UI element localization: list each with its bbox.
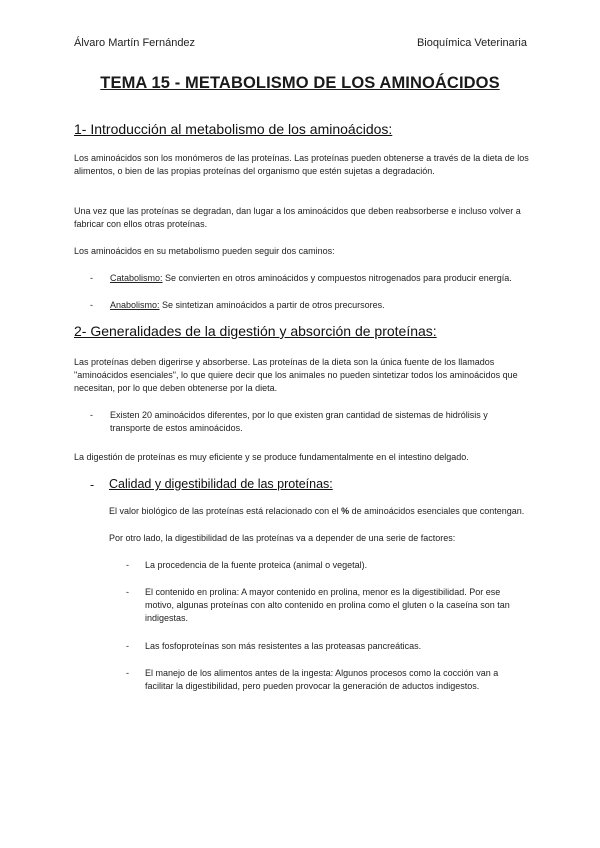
bullet-dash: - <box>126 668 129 678</box>
subsection-paragraph-2: Por otro lado, la digestibilidad de las proteínas va a depender de una serie de factores: <box>109 533 456 543</box>
list-item-catabolismo <box>110 272 528 285</box>
term-catabolismo: Catabolismo: <box>110 273 163 283</box>
section2-paragraph-2: La digestión de proteínas es muy eficiente y se produce fundamentalmente en el intestino delgado. <box>74 452 469 462</box>
factor-item: Las fosfoproteínas son más resistentes a las proteasas pancreáticas. <box>145 641 422 651</box>
section1-paragraph-3: Los aminoácidos en su metabolismo pueden seguir dos caminos: <box>74 246 335 256</box>
bullet-dash: - <box>90 300 93 310</box>
text-aminoacidos-esenciales: de aminoácidos esenciales que contengan. <box>349 506 525 516</box>
subsection-paragraph-1 <box>109 505 529 518</box>
factor-item: El contenido en prolina: A mayor contenido en prolina, menor es la digestibilidad. Por ese motivo, algunas proteínas con alto contenido en prolina como el gluten o la caseína son tan indigestas. <box>145 587 510 624</box>
bullet-dash: - <box>126 641 129 651</box>
header-author: Álvaro Martín Fernández <box>74 37 196 49</box>
bullet-dash: - <box>126 560 129 570</box>
text-valor-biologico: El valor biológico de las proteínas está relacionado con el <box>109 506 342 516</box>
list-item-20-aminoacidos: Existen 20 aminoácidos diferentes, por lo que existen gran cantidad de sistemas de hidrólisis y transporte de estos aminoácidos. <box>110 410 488 434</box>
section2-paragraph-1: Las proteínas deben digerirse y absorberse. Las proteínas de la dieta son la única fuente de los llamados "aminoácidos esenciales", lo que quiere decir que los animales no pueden sintetizar todos los aminoácidos que necesitan, por lo que deben obtenerse por la dieta. <box>74 357 518 394</box>
bullet-dash: - <box>90 410 93 420</box>
list-item-anabolismo <box>110 299 528 312</box>
section1-heading: 1- Introducción al metabolismo de los aminoácidos: <box>74 121 393 137</box>
header-subject: Bioquímica Veterinaria <box>416 37 527 49</box>
subheading-dash: - <box>90 478 95 492</box>
text-catabolismo: Se convierten en otros aminoácidos y compuestos nitrogenados para producir energía. <box>162 273 512 283</box>
percent-sign: % <box>341 506 350 516</box>
bullet-dash: - <box>90 273 93 283</box>
term-anabolismo: Anabolismo: <box>110 300 160 310</box>
section1-paragraph-1: Los aminoácidos son los monómeros de las proteínas. Las proteínas pueden obtenerse a través de la dieta de los alimentos, o bien de las propias proteínas del organismo que estén sujetas a degradación. <box>74 153 529 177</box>
factor-item: La procedencia de la fuente proteica (animal o vegetal). <box>145 560 368 570</box>
subsection-heading: Calidad y digestibilidad de las proteínas: <box>109 477 333 491</box>
section2-heading: 2- Generalidades de la digestión y absorción de proteínas: <box>74 323 437 339</box>
bullet-dash: - <box>126 587 129 597</box>
section1-paragraph-2: Una vez que las proteínas se degradan, dan lugar a los aminoácidos que deben reabsorberse e incluso volver a fabricar con ellos otras proteínas. <box>74 206 521 230</box>
text-anabolismo: Se sintetizan aminoácidos a partir de otros precursores. <box>159 300 385 310</box>
factor-item: El manejo de los alimentos antes de la ingesta: Algunos procesos como la cocción van a facilitar la digestibilidad, pero pueden provocar la generación de aductos indigestos. <box>145 668 499 692</box>
page-title: TEMA 15 - METABOLISMO DE LOS AMINOÁCIDOS <box>100 74 500 92</box>
